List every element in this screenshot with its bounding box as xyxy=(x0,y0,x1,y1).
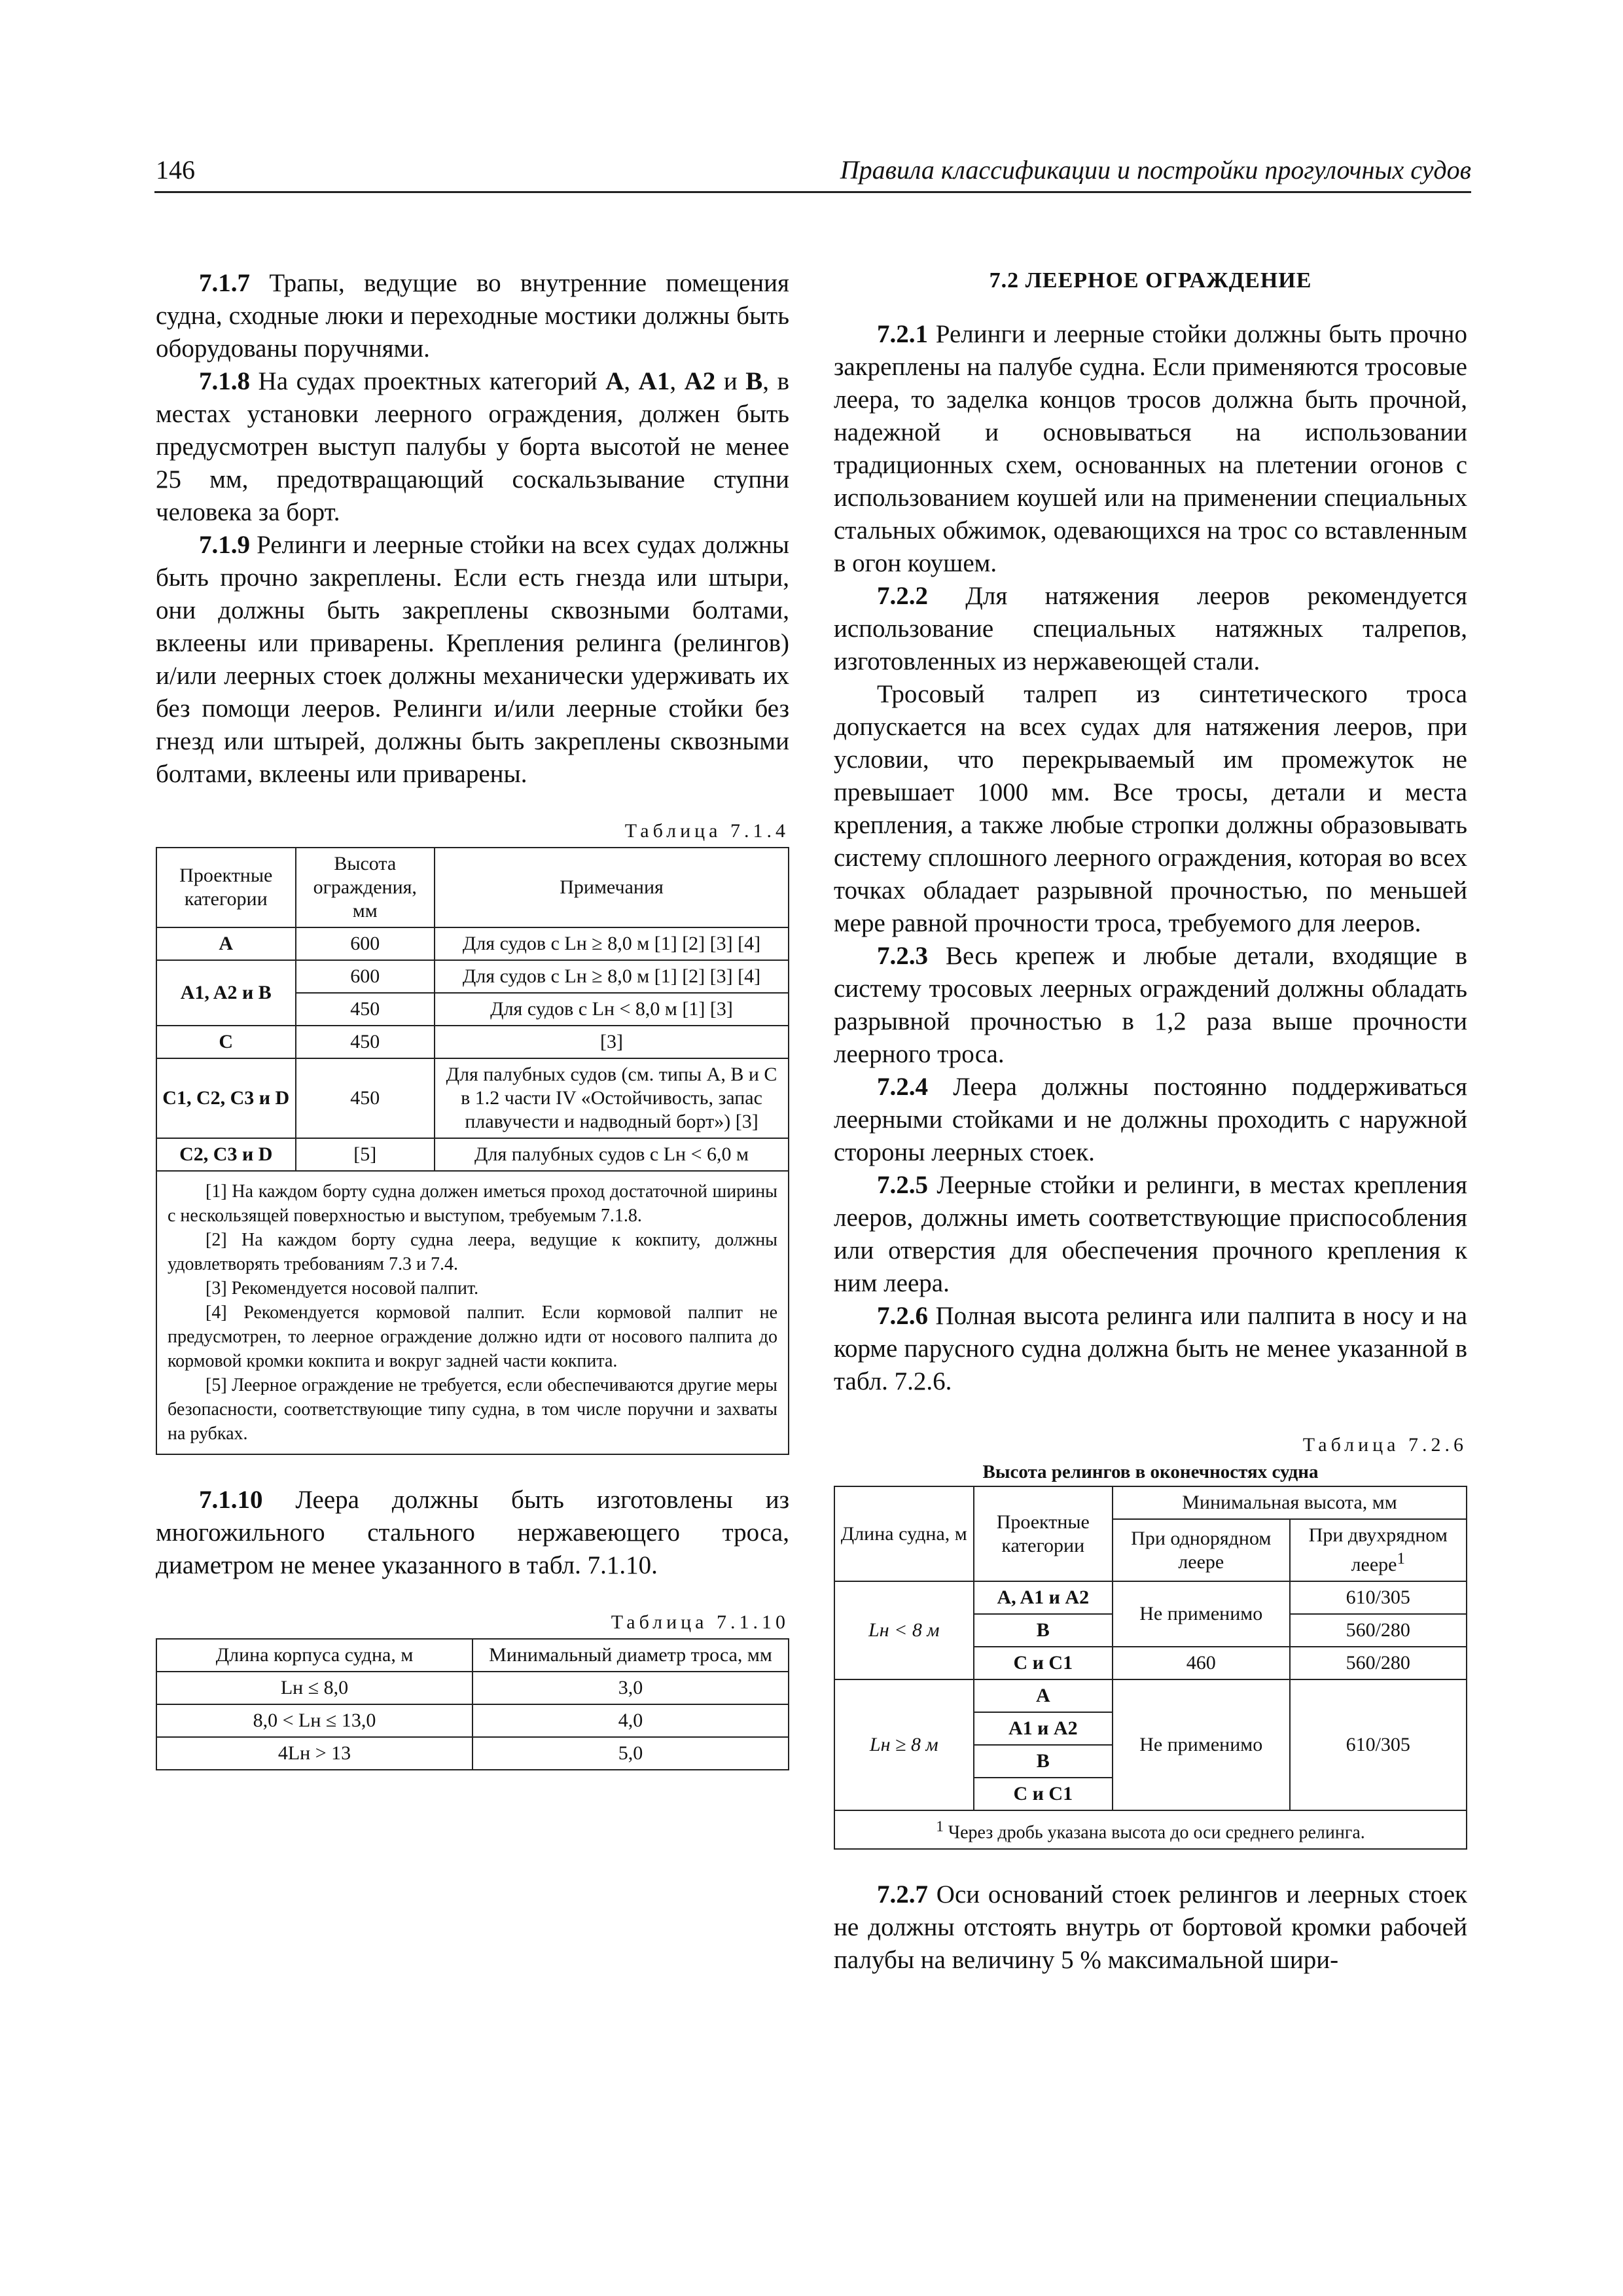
length-cell: 4Lн > 13 xyxy=(156,1737,473,1770)
category-cell: B xyxy=(974,1745,1113,1778)
table-header-row xyxy=(156,848,789,927)
paragraph-7-1-7 xyxy=(156,267,789,365)
single-cell: Не применимо xyxy=(1113,1581,1289,1647)
paragraph-7-2-6 xyxy=(834,1300,1467,1398)
paragraph-text: Леерные стойки и релинги, в местах крепления лееров, должны иметь соответствующие приспособления или отверстия для обеспечения прочного крепления к ним леера. xyxy=(834,1171,1467,1297)
double-cell: 610/305 xyxy=(1290,1581,1467,1614)
spacer xyxy=(834,1850,1467,1878)
clause-number: 7.2.1 xyxy=(877,320,928,348)
table-footnotes xyxy=(156,1171,789,1454)
table-row xyxy=(834,1679,1467,1712)
footnote: [3] Рекомендуется носовой палпит. xyxy=(205,1278,479,1299)
table-7-1-4 xyxy=(156,847,789,1455)
category-cell: A xyxy=(156,927,296,960)
height-cell: 450 xyxy=(296,1058,435,1138)
category-cell: A1 и A2 xyxy=(974,1712,1113,1745)
table-row xyxy=(834,1581,1467,1614)
paragraph-text: , в местах установки леерного ограждения, должен быть предусмотрен выступ палубы у борта высотой не менее 25 мм, предотвращающий соскальзывание ступни человека за борт. xyxy=(156,367,789,526)
single-cell: 460 xyxy=(1113,1647,1289,1679)
diameter-cell: 4,0 xyxy=(473,1704,789,1737)
section-title: 7.2 ЛЕЕРНОЕ ОГРАЖДЕНИЕ xyxy=(989,268,1312,293)
header-cell: Проектные категории xyxy=(974,1486,1113,1581)
paragraph-text: Релинги и леерные стойки должны быть прочно закреплены на палубе судна. Если применяются тросовые леера, то заделка концов тросов должна быть прочной, надежной и основываться на использовании традиционных схем, основанных на плетении огонов с использованием коушей или на применении специальных стальных обжимок, одевающихся на трос со вставленным в огон коушем. xyxy=(834,320,1467,577)
paragraph-text: Релинги и леерные стойки на всех судах должны быть прочно закреплены. Если есть гнезда или штыри, они должны быть закреплены сквозными болтами, вклеены или приварены. Крепления релинга (релингов) и/или леерных стоек должны механически удерживать их без помощи лееров. Релинги и/или леерные стойки без гнезд или штырей, должны быть закреплены сквозными болтами, вклеены или приварены. xyxy=(156,531,789,788)
height-cell: 450 xyxy=(296,1026,435,1058)
table-caption: Таблица 7.2.6 xyxy=(1302,1434,1467,1456)
footnote-text: Через дробь указана высота до оси среднего релинга. xyxy=(943,1822,1365,1843)
footnote: [2] На каждом борту судна леера, ведущие к кокпиту, должны удовлетворять требованиям 7.3 и 7.4. xyxy=(168,1230,777,1274)
footnote: [1] На каждом борту судна должен иметься проход достаточной ширины с нескользящей поверхностью и выступом, требуемым 7.1.8. xyxy=(168,1181,777,1226)
table-row xyxy=(156,1058,789,1138)
page-number: 146 xyxy=(156,155,195,185)
footnote-marker: 1 xyxy=(936,1818,944,1835)
clause-number: 7.1.8 xyxy=(199,367,250,395)
note-cell: Для судов с Lн ≥ 8,0 м [1] [2] [3] [4] xyxy=(435,960,789,993)
category-cell: B xyxy=(974,1614,1113,1647)
table-row xyxy=(156,1026,789,1058)
paragraph-text: Леера должны постоянно поддерживаться леерными стойками и не должны проходить с наружной стороны леерных стоек. xyxy=(834,1073,1467,1166)
paragraph-text: Весь крепеж и любые детали, входящие в систему тросовых леерных ограждений должны обладать разрывной прочностью в 1,2 раза выше прочности леерного троса. xyxy=(834,942,1467,1068)
header-cell: Высота ограждения, мм xyxy=(296,848,435,927)
table-caption: Таблица 7.1.10 xyxy=(611,1611,789,1633)
double-cell: 560/280 xyxy=(1290,1614,1467,1647)
paragraph-7-1-10 xyxy=(156,1484,789,1582)
clause-number: 7.2.6 xyxy=(877,1302,928,1330)
clause-number: 7.1.10 xyxy=(199,1486,263,1514)
category-label: A2 xyxy=(684,367,716,395)
height-cell: [5] xyxy=(296,1138,435,1171)
paragraph-7-2-1 xyxy=(834,318,1467,580)
table-7-2-6 xyxy=(834,1486,1467,1850)
category-cell: C xyxy=(156,1026,296,1058)
category-cell: C и C1 xyxy=(974,1778,1113,1810)
header-cell: При однорядном леере xyxy=(1113,1519,1289,1581)
category-cell: A xyxy=(974,1679,1113,1712)
clause-number: 7.2.3 xyxy=(877,942,928,970)
footnote: [4] Рекомендуется кормовой палпит. Если кормовой палпит не предусмотрен, то леерное ограждение должно идти от носового палпита до кормовой кромки кокпита и вокруг задней части кокпита. xyxy=(168,1302,777,1371)
double-cell: 610/305 xyxy=(1290,1679,1467,1810)
paragraph-text: Леера должны быть изготовлены из многожильного стального нержавеющего троса, диаметром не менее указанного в табл. 7.1.10. xyxy=(156,1486,789,1579)
single-cell: Не применимо xyxy=(1113,1679,1289,1810)
note-cell: Для палубных судов с Lн < 6,0 м xyxy=(435,1138,789,1171)
table-caption: Таблица 7.1.4 xyxy=(624,820,789,842)
length-cell: Lн ≤ 8,0 xyxy=(156,1672,473,1704)
category-label: B xyxy=(745,367,763,395)
note-cell: Для судов с Lн ≥ 8,0 м [1] [2] [3] [4] xyxy=(435,927,789,960)
table-header-row xyxy=(834,1486,1467,1519)
header-text: При двухрядном леере xyxy=(1308,1524,1448,1575)
table-footnote xyxy=(834,1810,1467,1849)
clause-number: 7.2.2 xyxy=(877,582,928,610)
paragraph-7-2-2-continued: Тросовый талреп из синтетического троса допускается на всех судах для натяжения лееров, при условии, что перекрываемый им промежуток не превышает 1000 мм. Все тросы, детали и места крепления, а также любые стропки должны образовывать систему сплошного леерного ограждения, которая во всех точках обладает разрывной прочностью, по меньшей мере равной прочности троса, требуемого для лееров. xyxy=(834,680,1467,937)
category-cell: A, A1 и A2 xyxy=(974,1581,1113,1614)
table-header-row xyxy=(156,1639,789,1672)
header-cell: Минимальный диаметр троса, мм xyxy=(473,1639,789,1672)
running-title: Правила классификации и постройки прогулочных судов xyxy=(840,155,1471,185)
paragraph-text: Оси оснований стоек релингов и леерных стоек не должны отстоять внутрь от бортовой кромки рабочей палубы на величину 5 % максимальной шири- xyxy=(834,1880,1467,1975)
paragraph-7-2-3 xyxy=(834,940,1467,1071)
category-cell: A1, A2 и B xyxy=(156,960,296,1026)
paragraph-7-2-2 xyxy=(834,580,1467,678)
clause-number: 7.1.7 xyxy=(199,269,250,297)
paragraph-7-1-8 xyxy=(156,365,789,529)
table-footnote-row xyxy=(834,1810,1467,1849)
separator: и xyxy=(715,367,746,395)
height-cell: 600 xyxy=(296,960,435,993)
note-cell: Для судов с Lн < 8,0 м [1] [3] xyxy=(435,993,789,1026)
diameter-cell: 3,0 xyxy=(473,1672,789,1704)
clause-number: 7.2.7 xyxy=(877,1880,928,1909)
diameter-cell: 5,0 xyxy=(473,1737,789,1770)
clause-number: 7.2.4 xyxy=(877,1073,928,1101)
height-cell: 450 xyxy=(296,993,435,1026)
table-row xyxy=(156,960,789,993)
table-row xyxy=(156,927,789,960)
table-subtitle: Высота релингов в оконечностях судна xyxy=(982,1462,1319,1482)
paragraph-text: Трапы, ведущие во внутренние помещения судна, сходные люки и переходные мостики должны быть оборудованы поручнями. xyxy=(156,269,789,363)
category-label: A xyxy=(605,367,624,395)
table-7-1-10 xyxy=(156,1638,789,1770)
header-cell: Примечания xyxy=(435,848,789,927)
footnote-marker: 1 xyxy=(1397,1550,1405,1568)
length-cell: Lн ≥ 8 м xyxy=(834,1679,974,1810)
header-cell: Проектные категории xyxy=(156,848,296,927)
height-cell: 600 xyxy=(296,927,435,960)
paragraph-7-1-9 xyxy=(156,529,789,791)
left-column xyxy=(156,267,789,1770)
double-cell: 560/280 xyxy=(1290,1647,1467,1679)
table-row xyxy=(156,1138,789,1171)
header-cell xyxy=(1290,1519,1467,1581)
table-row xyxy=(156,1672,789,1704)
clause-number: 7.2.5 xyxy=(877,1171,928,1199)
category-cell: C и C1 xyxy=(974,1647,1113,1679)
separator: , xyxy=(624,367,639,395)
category-cell: C1, C2, C3 и D xyxy=(156,1058,296,1138)
note-cell: Для палубных судов (см. типы A, B и C в 1.2 части IV «Остойчивость, запас плавучести и надводный борт») [3] xyxy=(435,1058,789,1138)
paragraph-text: Для натяжения лееров рекомендуется использование специальных натяжных талрепов, изготовленных из нержавеющей стали. xyxy=(834,582,1467,675)
header-cell: Длина судна, м xyxy=(834,1486,974,1581)
paragraph-7-2-7 xyxy=(834,1878,1467,1977)
paragraph-7-2-4 xyxy=(834,1071,1467,1169)
table-row xyxy=(156,1704,789,1737)
paragraph-text: На судах проектных категорий xyxy=(250,367,606,395)
paragraph-7-2-5 xyxy=(834,1169,1467,1300)
right-column xyxy=(834,267,1467,1977)
paragraph-text: Полная высота релинга или палпита в носу и на корме парусного судна должна быть не менее указанной в табл. 7.2.6. xyxy=(834,1302,1467,1395)
clause-number: 7.1.9 xyxy=(199,531,250,559)
category-label: A1 xyxy=(638,367,670,395)
spacer xyxy=(156,1455,789,1484)
table-footnotes-row xyxy=(156,1171,789,1454)
header-cell: Длина корпуса судна, м xyxy=(156,1639,473,1672)
category-cell: C2, C3 и D xyxy=(156,1138,296,1171)
length-cell: Lн < 8 м xyxy=(834,1581,974,1679)
separator: , xyxy=(669,367,685,395)
header-rule xyxy=(154,191,1471,193)
header-cell: Минимальная высота, мм xyxy=(1113,1486,1467,1519)
note-cell: [3] xyxy=(435,1026,789,1058)
length-cell: 8,0 < Lн ≤ 13,0 xyxy=(156,1704,473,1737)
footnote: [5] Леерное ограждение не требуется, если обеспечиваются другие меры безопасности, соответствующие типу судна, в том числе поручни и захваты на рубках. xyxy=(168,1375,777,1444)
table-row xyxy=(156,1737,789,1770)
